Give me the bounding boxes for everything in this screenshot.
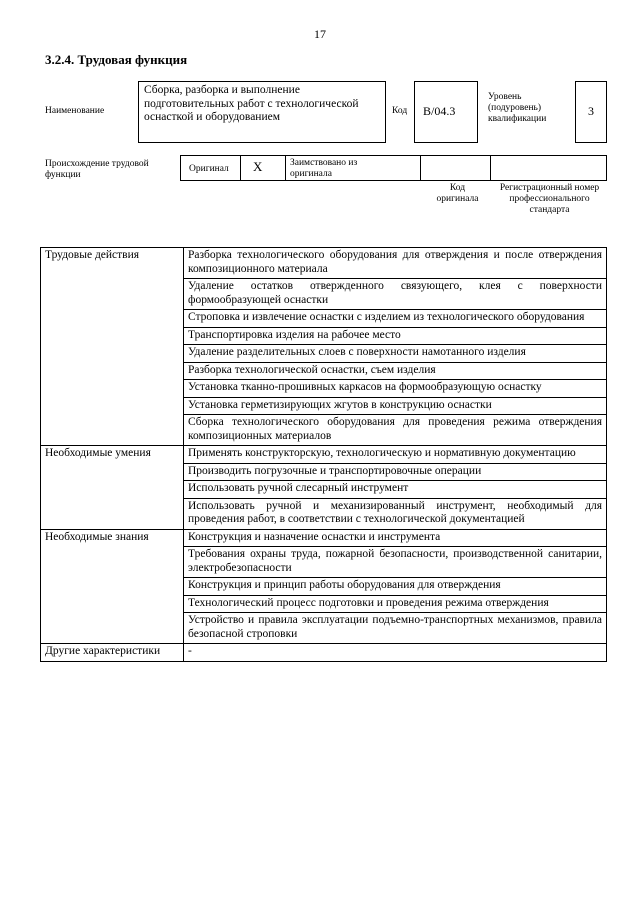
section-item-cell: Конструкция и назначение оснастки и инструмента <box>184 529 607 547</box>
section-item-cell: Сборка технологического оборудования для проведения режима отверждения композиционных материалов <box>184 415 607 446</box>
section-item-cell: Конструкция и принцип работы оборудования для отверждения <box>184 578 607 596</box>
section-item-cell: Производить погрузочные и транспортировочные операции <box>184 463 607 481</box>
borrowed-label: Заимствовано из оригинала <box>290 158 358 179</box>
original-code-cell <box>421 156 491 180</box>
qualification-level-box: 3 <box>575 81 607 143</box>
section-item-cell: Транспортировка изделия на рабочее место <box>184 327 607 345</box>
origin-label-text: Происхождение трудовой функции <box>45 159 149 180</box>
section-item-cell: Установка тканно-прошивных каркасов на формообразующую оснастку <box>184 380 607 398</box>
section-item-cell: Разборка технологического оборудования для отверждения и после отверждения композиционного материала <box>184 248 607 279</box>
page-number: 17 <box>314 27 326 41</box>
original-mark: X <box>253 159 263 174</box>
section-item-cell: Использовать ручной и механизированный инструмент, необходимый для проведения работ, в соответствии с технологической документацией <box>184 498 607 529</box>
section-item-cell: Строповка и извлечение оснастки с изделием из технологического оборудования <box>184 310 607 328</box>
origin-label <box>45 159 170 181</box>
table-row <box>41 446 607 464</box>
section-item-cell: Применять конструкторскую, технологическую и нормативную документацию <box>184 446 607 464</box>
section-item-cell: Технологический процесс подготовки и проведения режима отверждения <box>184 595 607 613</box>
section-item-cell: Требования охраны труда, пожарной безопасности, производственной санитарии, электробезопасности <box>184 547 607 578</box>
table-row <box>41 644 607 662</box>
section-item-cell: Устройство и правила эксплуатации подъемно-транспортных механизмов, правила безопасной строповки <box>184 613 607 644</box>
original-cell <box>181 156 241 180</box>
section-item-cell: Использовать ручной слесарный инструмент <box>184 481 607 499</box>
original-label: Оригинал <box>189 164 229 174</box>
section-item-cell: Установка герметизирующих жгутов в конструкцию оснастки <box>184 397 607 415</box>
section-title-cell: Необходимые умения <box>41 446 184 530</box>
name-label: Наименование <box>45 106 105 116</box>
section-title-cell: Другие характеристики <box>41 644 184 662</box>
function-details-table <box>40 247 607 662</box>
table-row <box>41 248 607 279</box>
section-title-cell: Необходимые знания <box>41 529 184 644</box>
section-item-cell: - <box>184 644 607 662</box>
code-original-label <box>420 183 495 205</box>
reg-number-label: Регистрационный номер профессионального стандарта <box>499 183 600 215</box>
function-name-box: Сборка, разборка и выполнение подготовительных работ с технологической оснасткой и оборудованием <box>138 81 386 143</box>
section-title: 3.2.4. Трудовая функция <box>45 52 188 67</box>
function-code-box: В/04.3 <box>414 81 478 143</box>
qualification-level-label <box>488 92 568 125</box>
section-item-cell: Удаление остатков отвержденного связующего, клея с поверхности формообразующей оснастки <box>184 279 607 310</box>
origin-row <box>180 155 607 181</box>
borrowed-cell <box>286 156 421 180</box>
reg-number-cell <box>491 156 606 180</box>
table-row <box>41 529 607 547</box>
section-item-cell: Удаление разделительных слоев с поверхности намотанного изделия <box>184 345 607 363</box>
code-original-label-text: Код оригинала <box>436 183 479 204</box>
code-label: Код <box>392 106 408 116</box>
original-mark-cell <box>241 156 286 180</box>
section-item-cell: Разборка технологической оснастки, съем изделия <box>184 362 607 380</box>
section-title-cell: Трудовые действия <box>41 248 184 446</box>
qualification-level-label-text: Уровень (подуровень) квалификации <box>488 92 547 124</box>
